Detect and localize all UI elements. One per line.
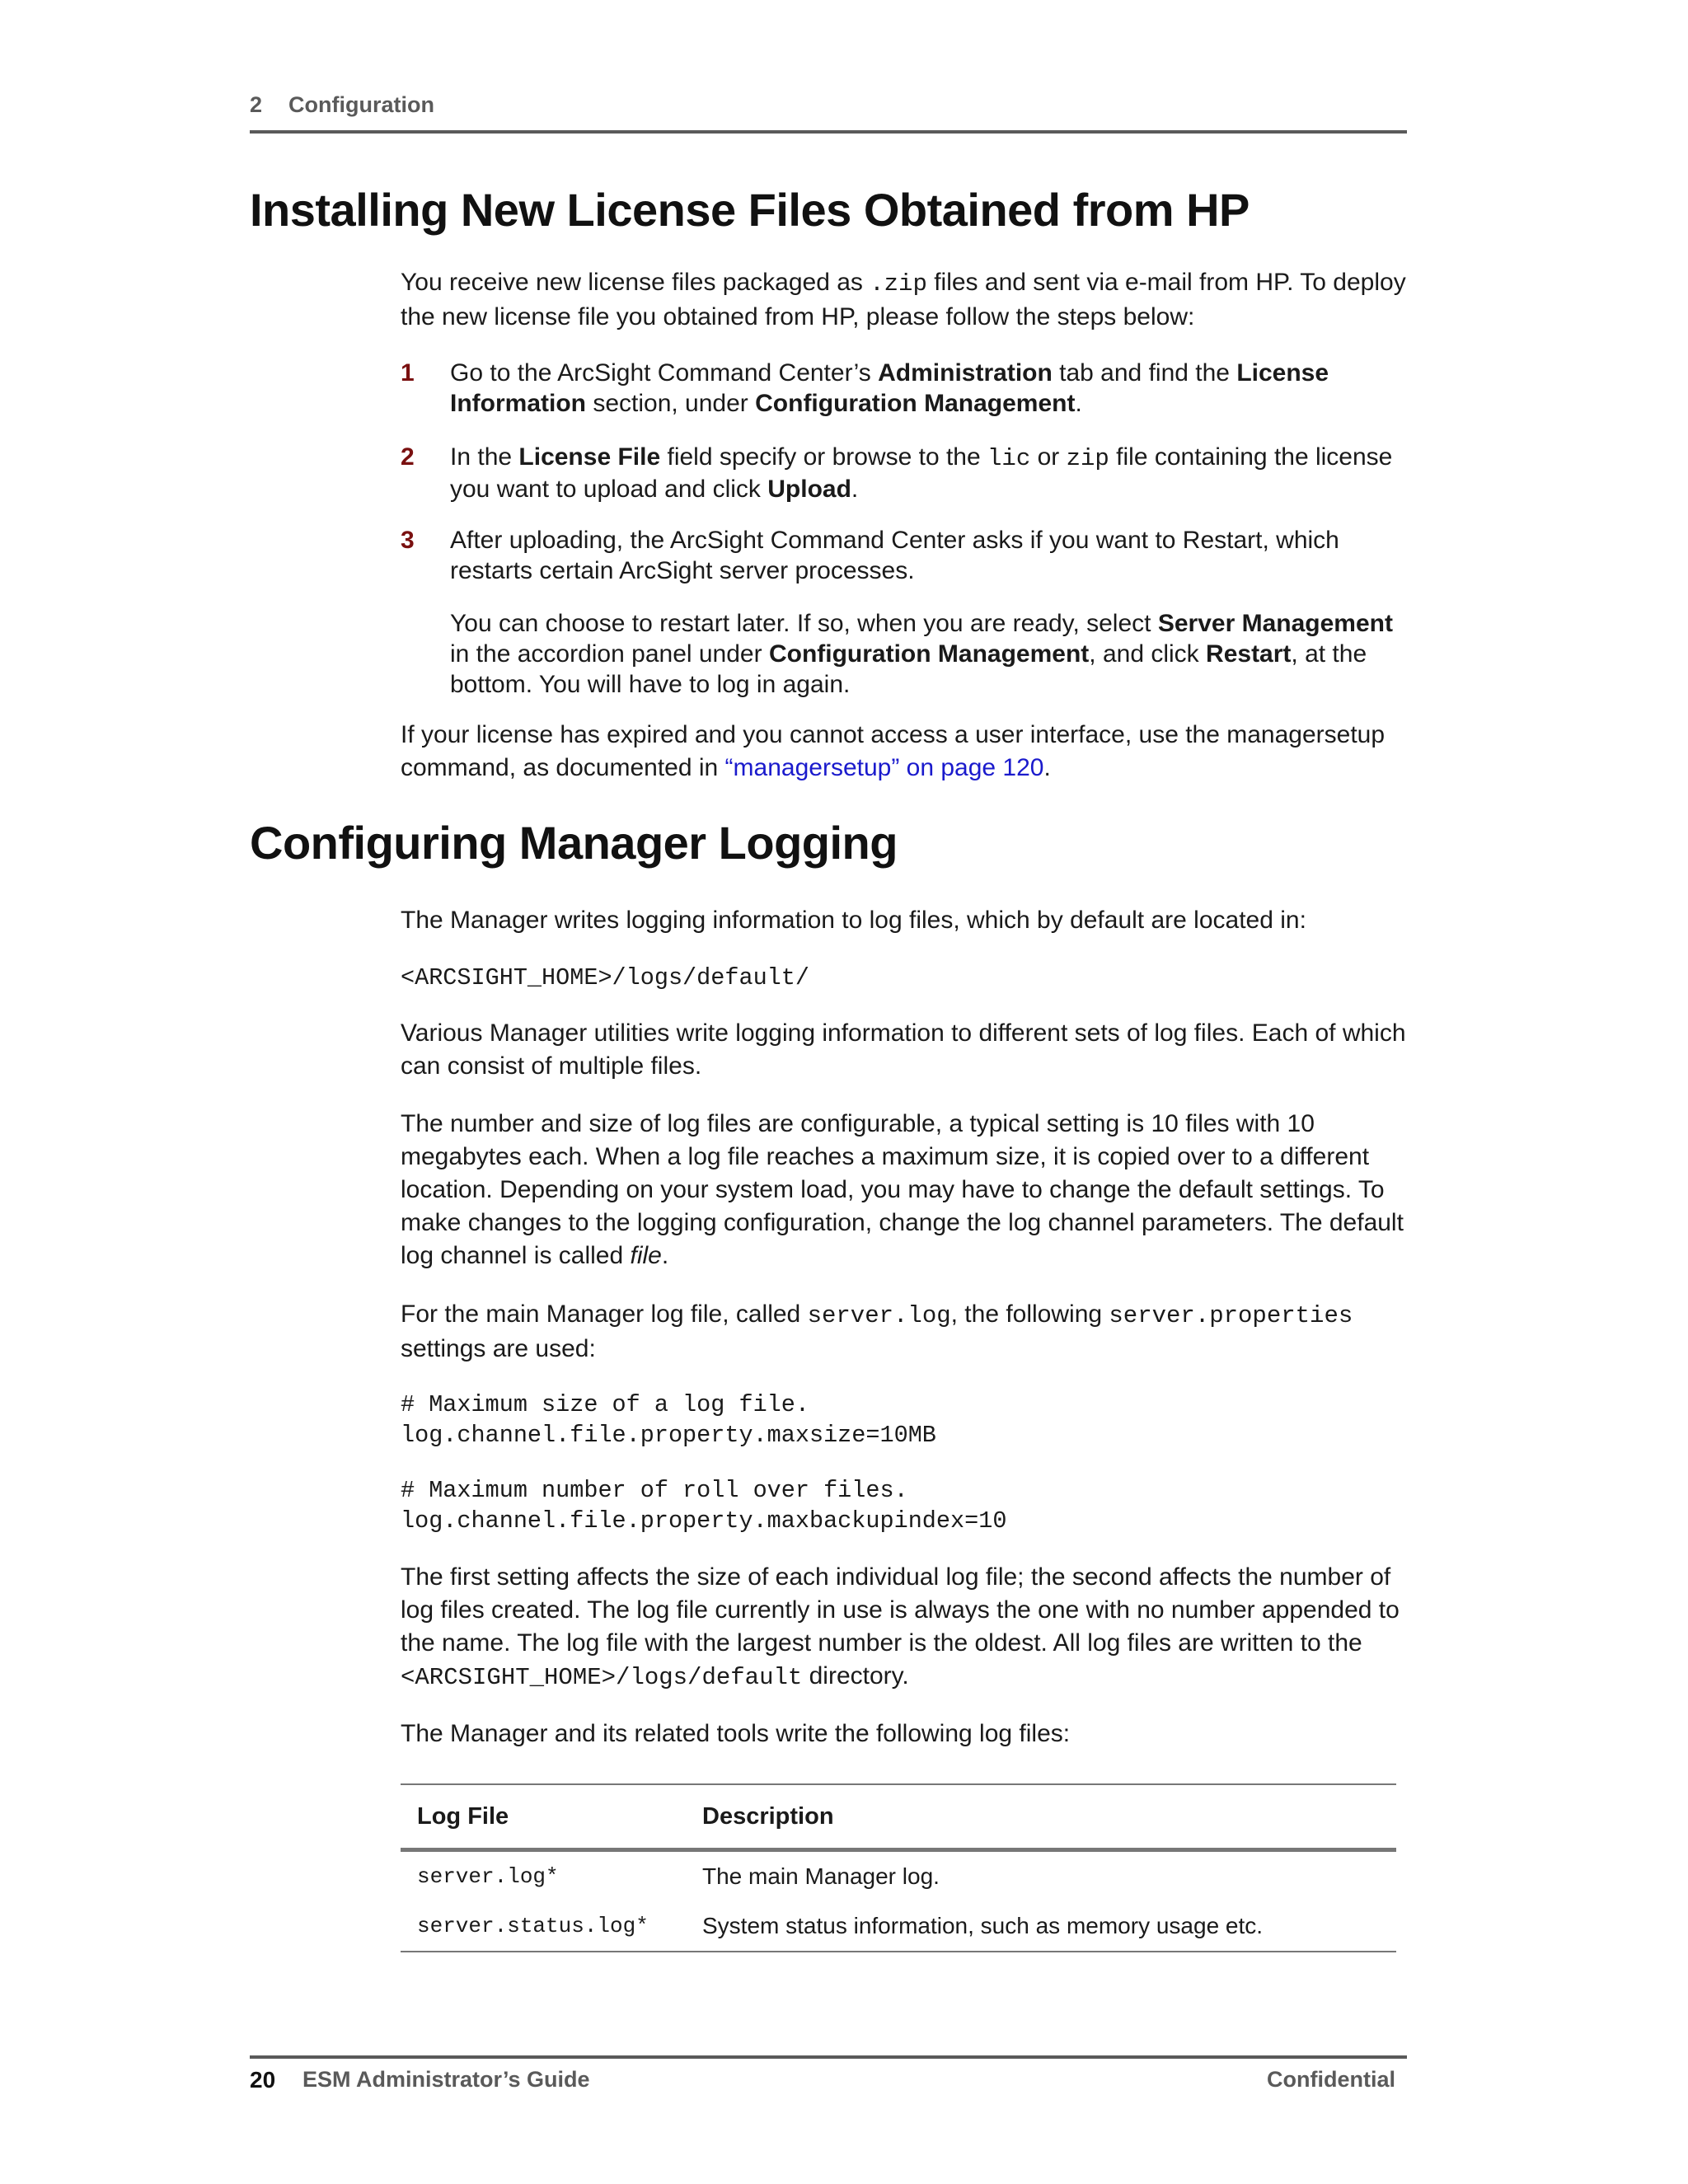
page-number: 20	[250, 2067, 276, 2093]
step-3-restart-note: You can choose to restart later. If so, when you are ready, select Server Management in the accordion panel under Configuration Management, and click Restart, at the bottom. You will have to log in again.	[450, 610, 1393, 698]
section-title-manager-logging: Configuring Manager Logging	[250, 817, 898, 869]
log-file-description: The main Manager log.	[702, 1863, 940, 1889]
chapter-title: Configuration	[288, 92, 434, 117]
log-files-intro: The Manager and its related tools write the following log files:	[401, 1720, 1071, 1747]
step-2-text: In the License File field specify or browse to the lic or zip file containing the license you want to upload and click Upload.	[450, 443, 1393, 503]
guide-title: ESM Administrator’s Guide	[302, 2067, 590, 2092]
log-file-description: System status information, such as memory usage etc.	[702, 1913, 1264, 1938]
log-file-name: server.status.log*	[417, 1914, 649, 1938]
logging-intro-paragraph: The Manager writes logging information to log files, which by default are located in:	[401, 907, 1306, 934]
utilities-paragraph: Various Manager utilities write logging information to different sets of log files. Each of which can consist of multiple files.	[401, 1019, 1406, 1080]
install-intro-paragraph: You receive new license files packaged as .zip files and sent via e-mail from HP. To deploy the new license file you obtained from HP, please follow the steps below:	[401, 269, 1406, 330]
confidential-label: Confidential	[1267, 2067, 1395, 2092]
log-file-name: server.log*	[417, 1864, 559, 1889]
running-footer	[250, 2055, 1407, 2093]
settings-explanation-paragraph: The first setting affects the size of each individual log file; the second affects the number of log files created. The log file currently in use is always the one with no number appended to the name. The log file with the largest number is the oldest. All log files are written to the <ARCSIGHT_HOME>/logs/default directory.	[401, 1563, 1400, 1691]
chapter-number: 2	[250, 92, 263, 117]
maxsize-code-block: # Maximum size of a log file. log.channel.file.property.maxsize=10MB	[401, 1391, 936, 1449]
table-row	[401, 1850, 1396, 1902]
table-header-row	[401, 1784, 1396, 1850]
col-header-description: Description	[702, 1802, 834, 1830]
log-directory-path: <ARCSIGHT_HOME>/logs/default/	[401, 964, 809, 991]
step-1-text: Go to the ArcSight Command Center’s Administration tab and find the License Information section, under Configuration Management.	[450, 359, 1329, 417]
section-title-install-license: Installing New License Files Obtained from HP	[250, 184, 1250, 236]
step-2-number: 2	[401, 443, 415, 471]
log-config-paragraph: The number and size of log files are configurable, a typical setting is 10 files with 10 megabytes each. When a log file reaches a maximum size, it is copied over to a different location. Depending on your system load, you may have to change the default settings. To make changes to the logging configuration, change the log channel parameters. The default log channel is called file.	[401, 1110, 1404, 1269]
server-properties-paragraph: For the main Manager log file, called server.log, the following server.properties settings are used:	[401, 1301, 1353, 1362]
step-3-number: 3	[401, 527, 415, 554]
running-header	[250, 91, 1407, 134]
log-files-table	[401, 1783, 1396, 1952]
col-header-log-file: Log File	[417, 1802, 509, 1830]
step-1-number: 1	[401, 359, 415, 387]
managersetup-link[interactable]: “managersetup” on page 120	[724, 754, 1044, 781]
maxbackupindex-code-block: # Maximum number of roll over files. log.channel.file.property.maxbackupindex=10	[401, 1477, 1007, 1535]
table-row	[401, 1901, 1396, 1952]
step-3-text: After uploading, the ArcSight Command Center asks if you want to Restart, which restarts certain ArcSight server processes.	[450, 527, 1339, 584]
expired-license-paragraph: If your license has expired and you cannot access a user interface, use the managersetup command, as documented in “managersetup” on page 120.	[401, 721, 1386, 781]
